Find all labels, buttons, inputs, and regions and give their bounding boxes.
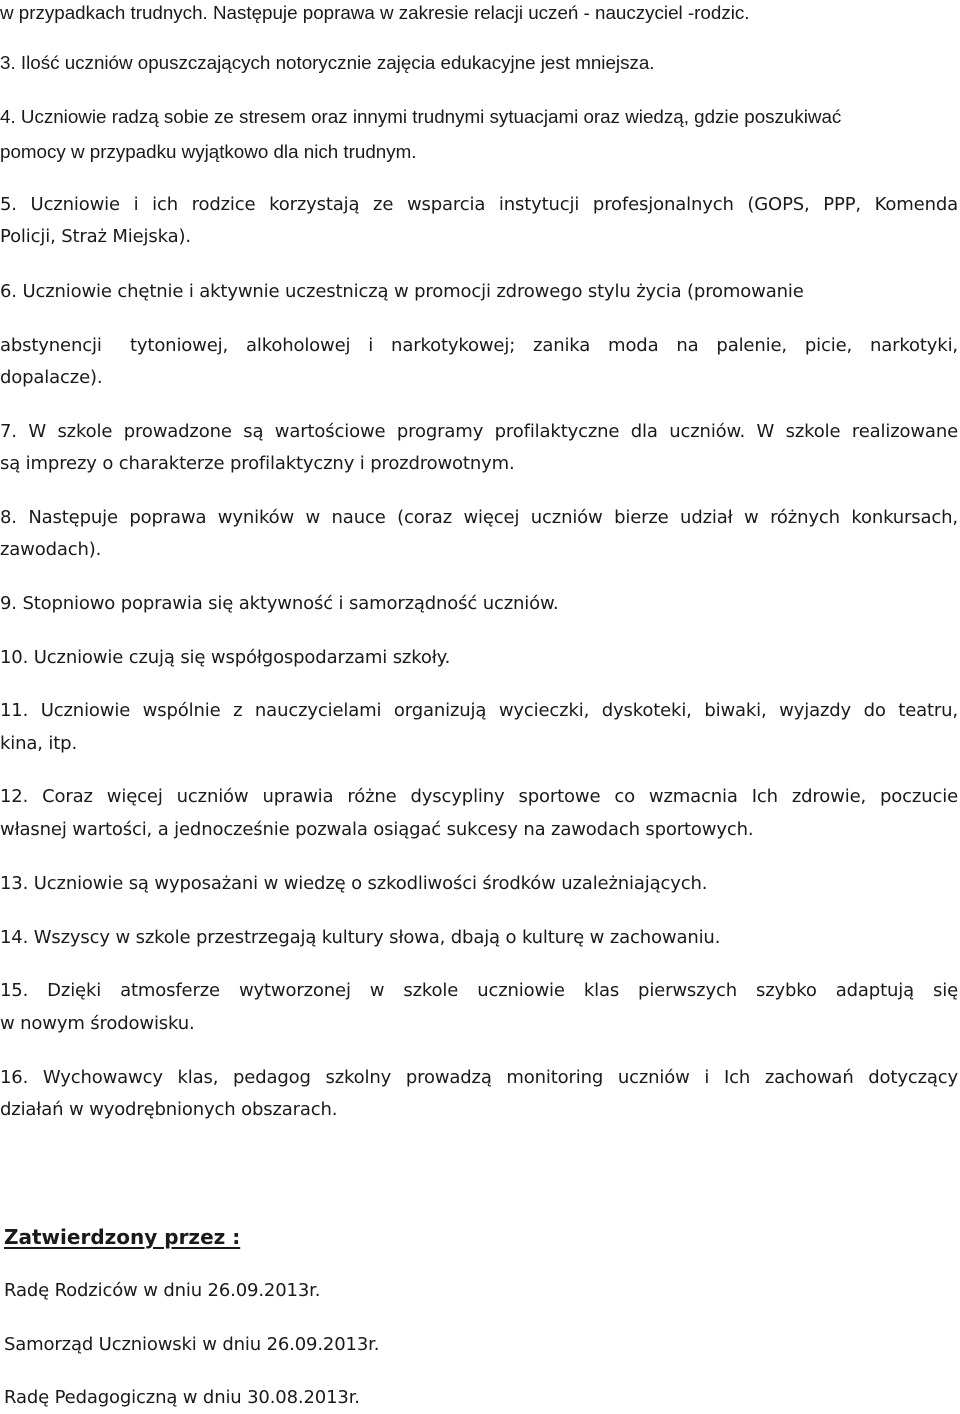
text-line: w nowym środowisku.	[0, 1013, 195, 1034]
text-line: 9. Stopniowo poprawia się aktywność i samorządność uczniów.	[0, 593, 559, 614]
text-line: własnej wartości, a jednocześnie pozwala osiągać sukcesy na zawodach sportowych.	[0, 819, 754, 840]
text-line: 15. Dzięki atmosferze wytworzonej w szkole uczniowie klas pierwszych szybko adaptują się	[0, 980, 958, 1001]
text-line: 11. Uczniowie wspólnie z nauczycielami organizują wycieczki, dyskoteki, biwaki, wyjazdy do teatru,	[0, 700, 958, 721]
text-line: działań w wyodrębnionych obszarach.	[0, 1099, 338, 1120]
text-line: 7. W szkole prowadzone są wartościowe programy profilaktyczne dla uczniów. W szkole realizowane	[0, 421, 958, 442]
approval-item: Radę Pedagogiczną w dniu 30.08.2013r.	[4, 1387, 360, 1408]
text-line: 5. Uczniowie i ich rodzice korzystają ze wsparcia instytucji profesjonalnych (GOPS, PPP, Komenda	[0, 194, 958, 215]
approval-item: Samorząd Uczniowski w dniu 26.09.2013r.	[4, 1334, 380, 1355]
text-line: są imprezy o charakterze profilaktyczny i prozdrowotnym.	[0, 453, 515, 474]
text-line: pomocy w przypadku wyjątkowo dla nich trudnym.	[0, 141, 417, 162]
text-line: w przypadkach trudnych. Następuje poprawa w zakresie relacji uczeń - nauczyciel -rodzic.	[0, 2, 750, 23]
approval-heading: Zatwierdzony przez :	[4, 1225, 241, 1249]
text-line: dopalacze).	[0, 367, 103, 388]
approval-item: Radę Rodziców w dniu 26.09.2013r.	[4, 1280, 321, 1301]
text-line: Policji, Straż Miejska).	[0, 226, 191, 247]
text-line: zawodach).	[0, 539, 102, 560]
text-line: 13. Uczniowie są wyposażani w wiedzę o szkodliwości środków uzależniających.	[0, 873, 708, 894]
text-line: 8. Następuje poprawa wyników w nauce (coraz więcej uczniów bierze udział w różnych konkursach,	[0, 507, 958, 528]
text-fragment: abstynencji	[0, 335, 102, 356]
text-line: kina, itp.	[0, 733, 78, 754]
text-line: tytoniowej, alkoholowej i narkotykowej; zanika moda na palenie, picie, narkotyki,	[130, 335, 958, 356]
text-line: 16. Wychowawcy klas, pedagog szkolny prowadzą monitoring uczniów i Ich zachowań dotyczący	[0, 1067, 958, 1088]
text-line: 12. Coraz więcej uczniów uprawia różne dyscypliny sportowe co wzmacnia Ich zdrowie, poczucie	[0, 786, 958, 807]
text-line: 4. Uczniowie radzą sobie ze stresem oraz innymi trudnymi sytuacjami oraz wiedzą, gdzie poszukiwać	[0, 106, 842, 127]
text-line: 3. Ilość uczniów opuszczających notorycznie zajęcia edukacyjne jest mniejsza.	[0, 52, 655, 73]
text-line: 14. Wszyscy w szkole przestrzegają kultury słowa, dbają o kulturę w zachowaniu.	[0, 927, 721, 948]
text-line: 6. Uczniowie chętnie i aktywnie uczestniczą w promocji zdrowego stylu życia (promowanie	[0, 281, 804, 302]
text-line: 10. Uczniowie czują się współgospodarzami szkoły.	[0, 647, 451, 668]
